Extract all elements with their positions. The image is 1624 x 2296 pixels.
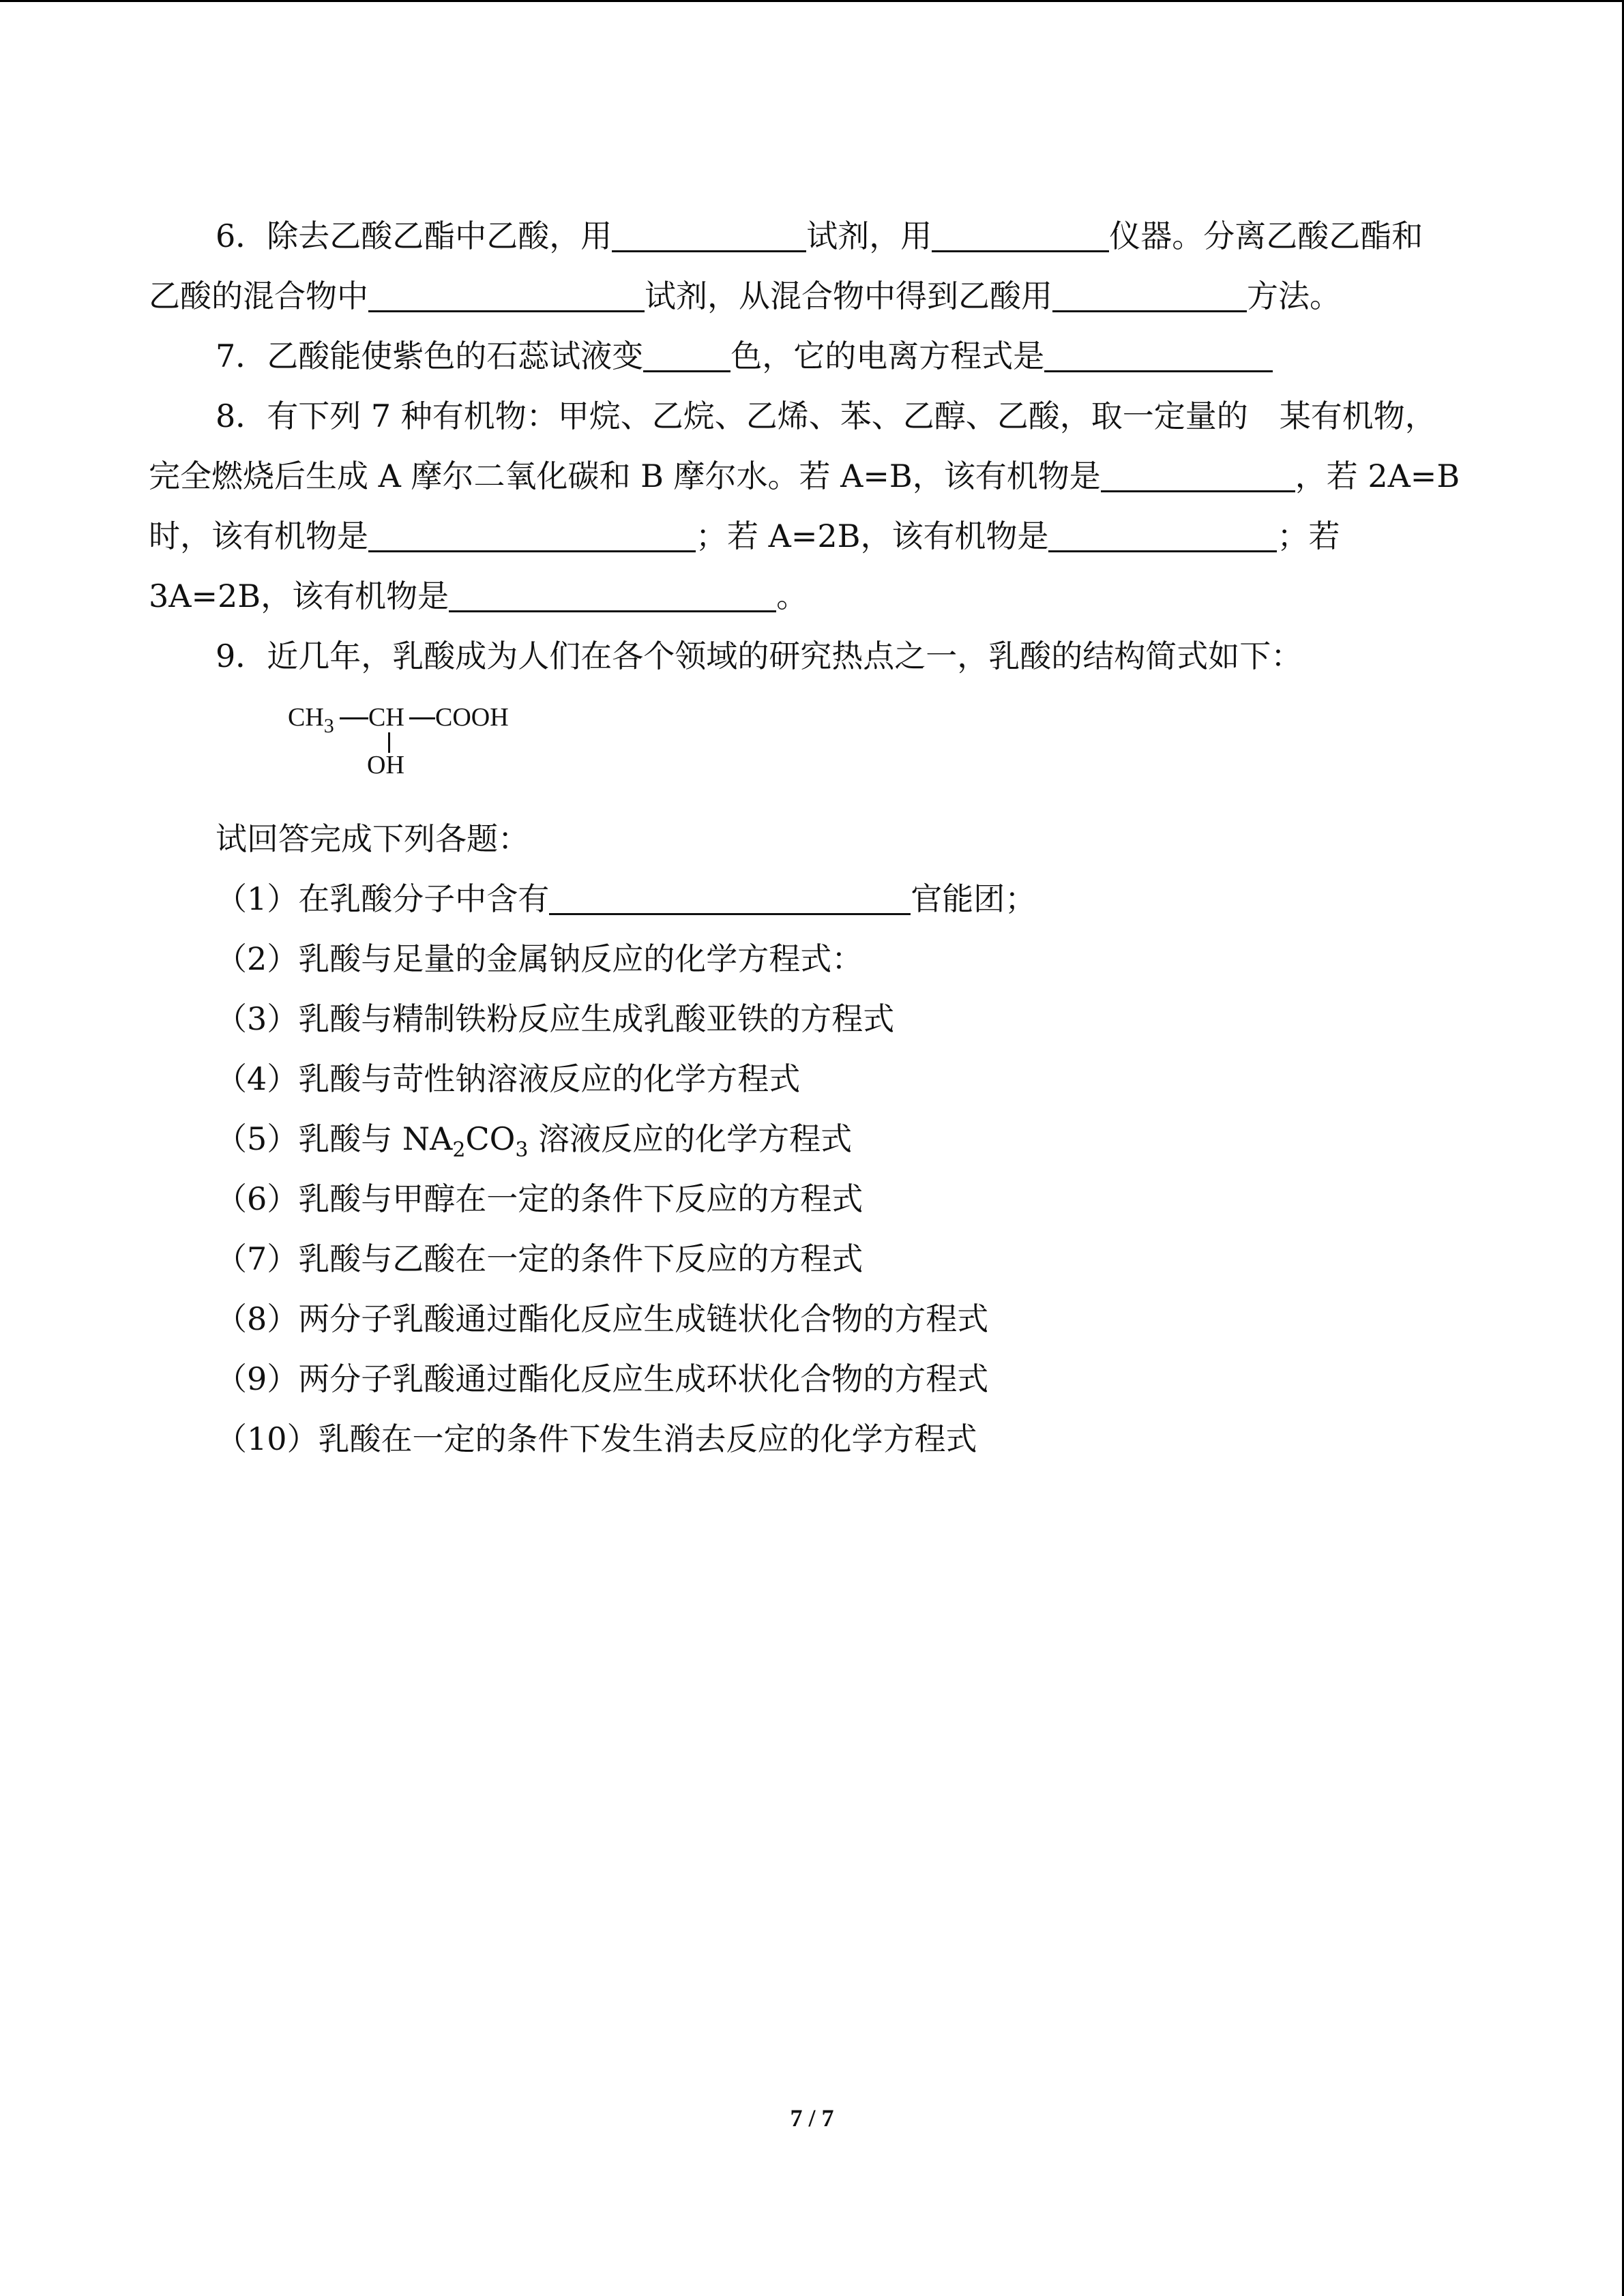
page-number: 7 / 7 [790,2104,834,2132]
q9-sub-8 [216,1298,988,1339]
q8-line-1 [216,396,1436,436]
q9-sub-5-text-a: （5）乳酸与 NA [216,1120,453,1157]
q9-prompt [216,818,529,859]
q9-sub-5-text-c: 溶液反应的化学方程式 [528,1120,853,1157]
q8-text-4: 时，该有机物是 [149,518,368,554]
q6-blank-reagent[interactable] [612,219,806,252]
q8-text-1: 8．有下列 7 种有机物：甲烷、乙烷、乙烯、苯、乙醇、乙酸，取一定量的 某有机物， [216,398,1436,434]
q9-sub-9-text: （9）两分子乳酸通过酯化反应生成环状化合物的方程式 [216,1360,989,1397]
q6-text-6: 方法。 [1247,278,1341,314]
q9-blank-functional-groups[interactable] [549,882,911,915]
q9-sub-5 [216,1118,853,1162]
q6-blank-method[interactable] [1052,279,1247,312]
q6-line-1 [216,215,1423,256]
q6-blank-instrument[interactable] [932,219,1109,252]
formula-oh: OH [367,751,404,779]
q9-prompt-text: 试回答完成下列各题： [216,820,529,857]
q8-text-5: ；若 A=2B，该有机物是 [696,518,1049,554]
q8-blank-4[interactable] [449,579,776,612]
q9-sub-6-text: （6）乳酸与甲醇在一定的条件下反应的方程式 [216,1180,863,1217]
bond-ch-cooh [409,717,435,719]
q9-sub-4-text: （4）乳酸与苛性钠溶液反应的化学方程式 [216,1060,801,1097]
q9-sub-3 [216,998,894,1039]
q9-sub-4 [216,1058,800,1099]
q9-sub-5-subscript-1: 2 [452,1138,466,1162]
q6-text-4: 乙酸的混合物中 [149,278,368,314]
q8-line-3 [149,516,1340,556]
q8-text-6: ；若 [1277,518,1340,554]
q6-text-2: 试剂，用 [806,218,932,254]
q6-line-2 [149,275,1341,316]
formula-cooh: COOH [435,703,509,732]
q9-intro-text: 9．近几年，乳酸成为人们在各个领域的研究热点之一，乳酸的结构简式如下： [216,638,1303,674]
q9-sub-1-text-a: （1）在乳酸分子中含有 [216,880,550,917]
q9-sub-10 [216,1418,977,1459]
q8-blank-1[interactable] [1101,459,1295,492]
q6-blank-separation-reagent[interactable] [368,279,645,312]
q9-intro [216,636,1302,676]
q9-sub-5-subscript-2: 3 [515,1138,529,1162]
q9-sub-1 [216,878,1036,919]
q8-text-2: 完全燃烧后生成 A 摩尔二氧化碳和 B 摩尔水。若 A=B，该有机物是 [149,458,1101,494]
q6-text-5: 试剂，从混合物中得到乙酸用 [645,278,1052,314]
q8-line-4 [149,576,808,616]
q9-sub-10-text: （10）乳酸在一定的条件下发生消去反应的化学方程式 [216,1420,977,1457]
bond-ch3-ch [340,717,368,719]
formula-ch3-text: CH [288,703,324,732]
q6-text-3: 仪器。分离乙酸乙酯和 [1109,218,1423,254]
formula-ch3 [288,702,334,737]
q9-sub-6 [216,1178,863,1219]
q8-text-3: ，若 2A=B [1295,458,1460,494]
q9-sub-7 [216,1238,863,1279]
q9-sub-2-text: （2）乳酸与足量的金属钠反应的化学方程式： [216,940,863,977]
q9-sub-1-text-b: 官能团； [911,880,1037,917]
q7-text-2: 色，它的电离方程式是 [730,338,1045,374]
q7-blank-color[interactable] [643,339,730,372]
q7-text-1: 7．乙酸能使紫色的石蕊试液变 [216,338,644,374]
formula-ch: CH [368,703,404,732]
q7-blank-equation[interactable] [1044,339,1273,372]
q8-text-7: 3A=2B，该有机物是 [149,578,449,614]
q9-sub-5-text-b: CO [465,1120,516,1157]
q9-sub-9 [216,1358,988,1399]
formula-ch3-subscript: 3 [323,715,334,737]
q9-sub-7-text: （7）乳酸与乙酸在一定的条件下反应的方程式 [216,1240,863,1277]
q7-line [216,336,1273,376]
q8-blank-3[interactable] [1048,519,1277,552]
q8-line-2 [149,456,1460,496]
q8-text-8: 。 [776,578,808,614]
q6-text-1: 6．除去乙酸乙酯中乙酸，用 [216,218,612,254]
q9-sub-3-text: （3）乳酸与精制铁粉反应生成乳酸亚铁的方程式 [216,1000,895,1037]
q9-sub-2 [216,938,863,979]
q8-blank-2[interactable] [368,519,696,552]
q9-sub-8-text: （8）两分子乳酸通过酯化反应生成链状化合物的方程式 [216,1300,989,1337]
